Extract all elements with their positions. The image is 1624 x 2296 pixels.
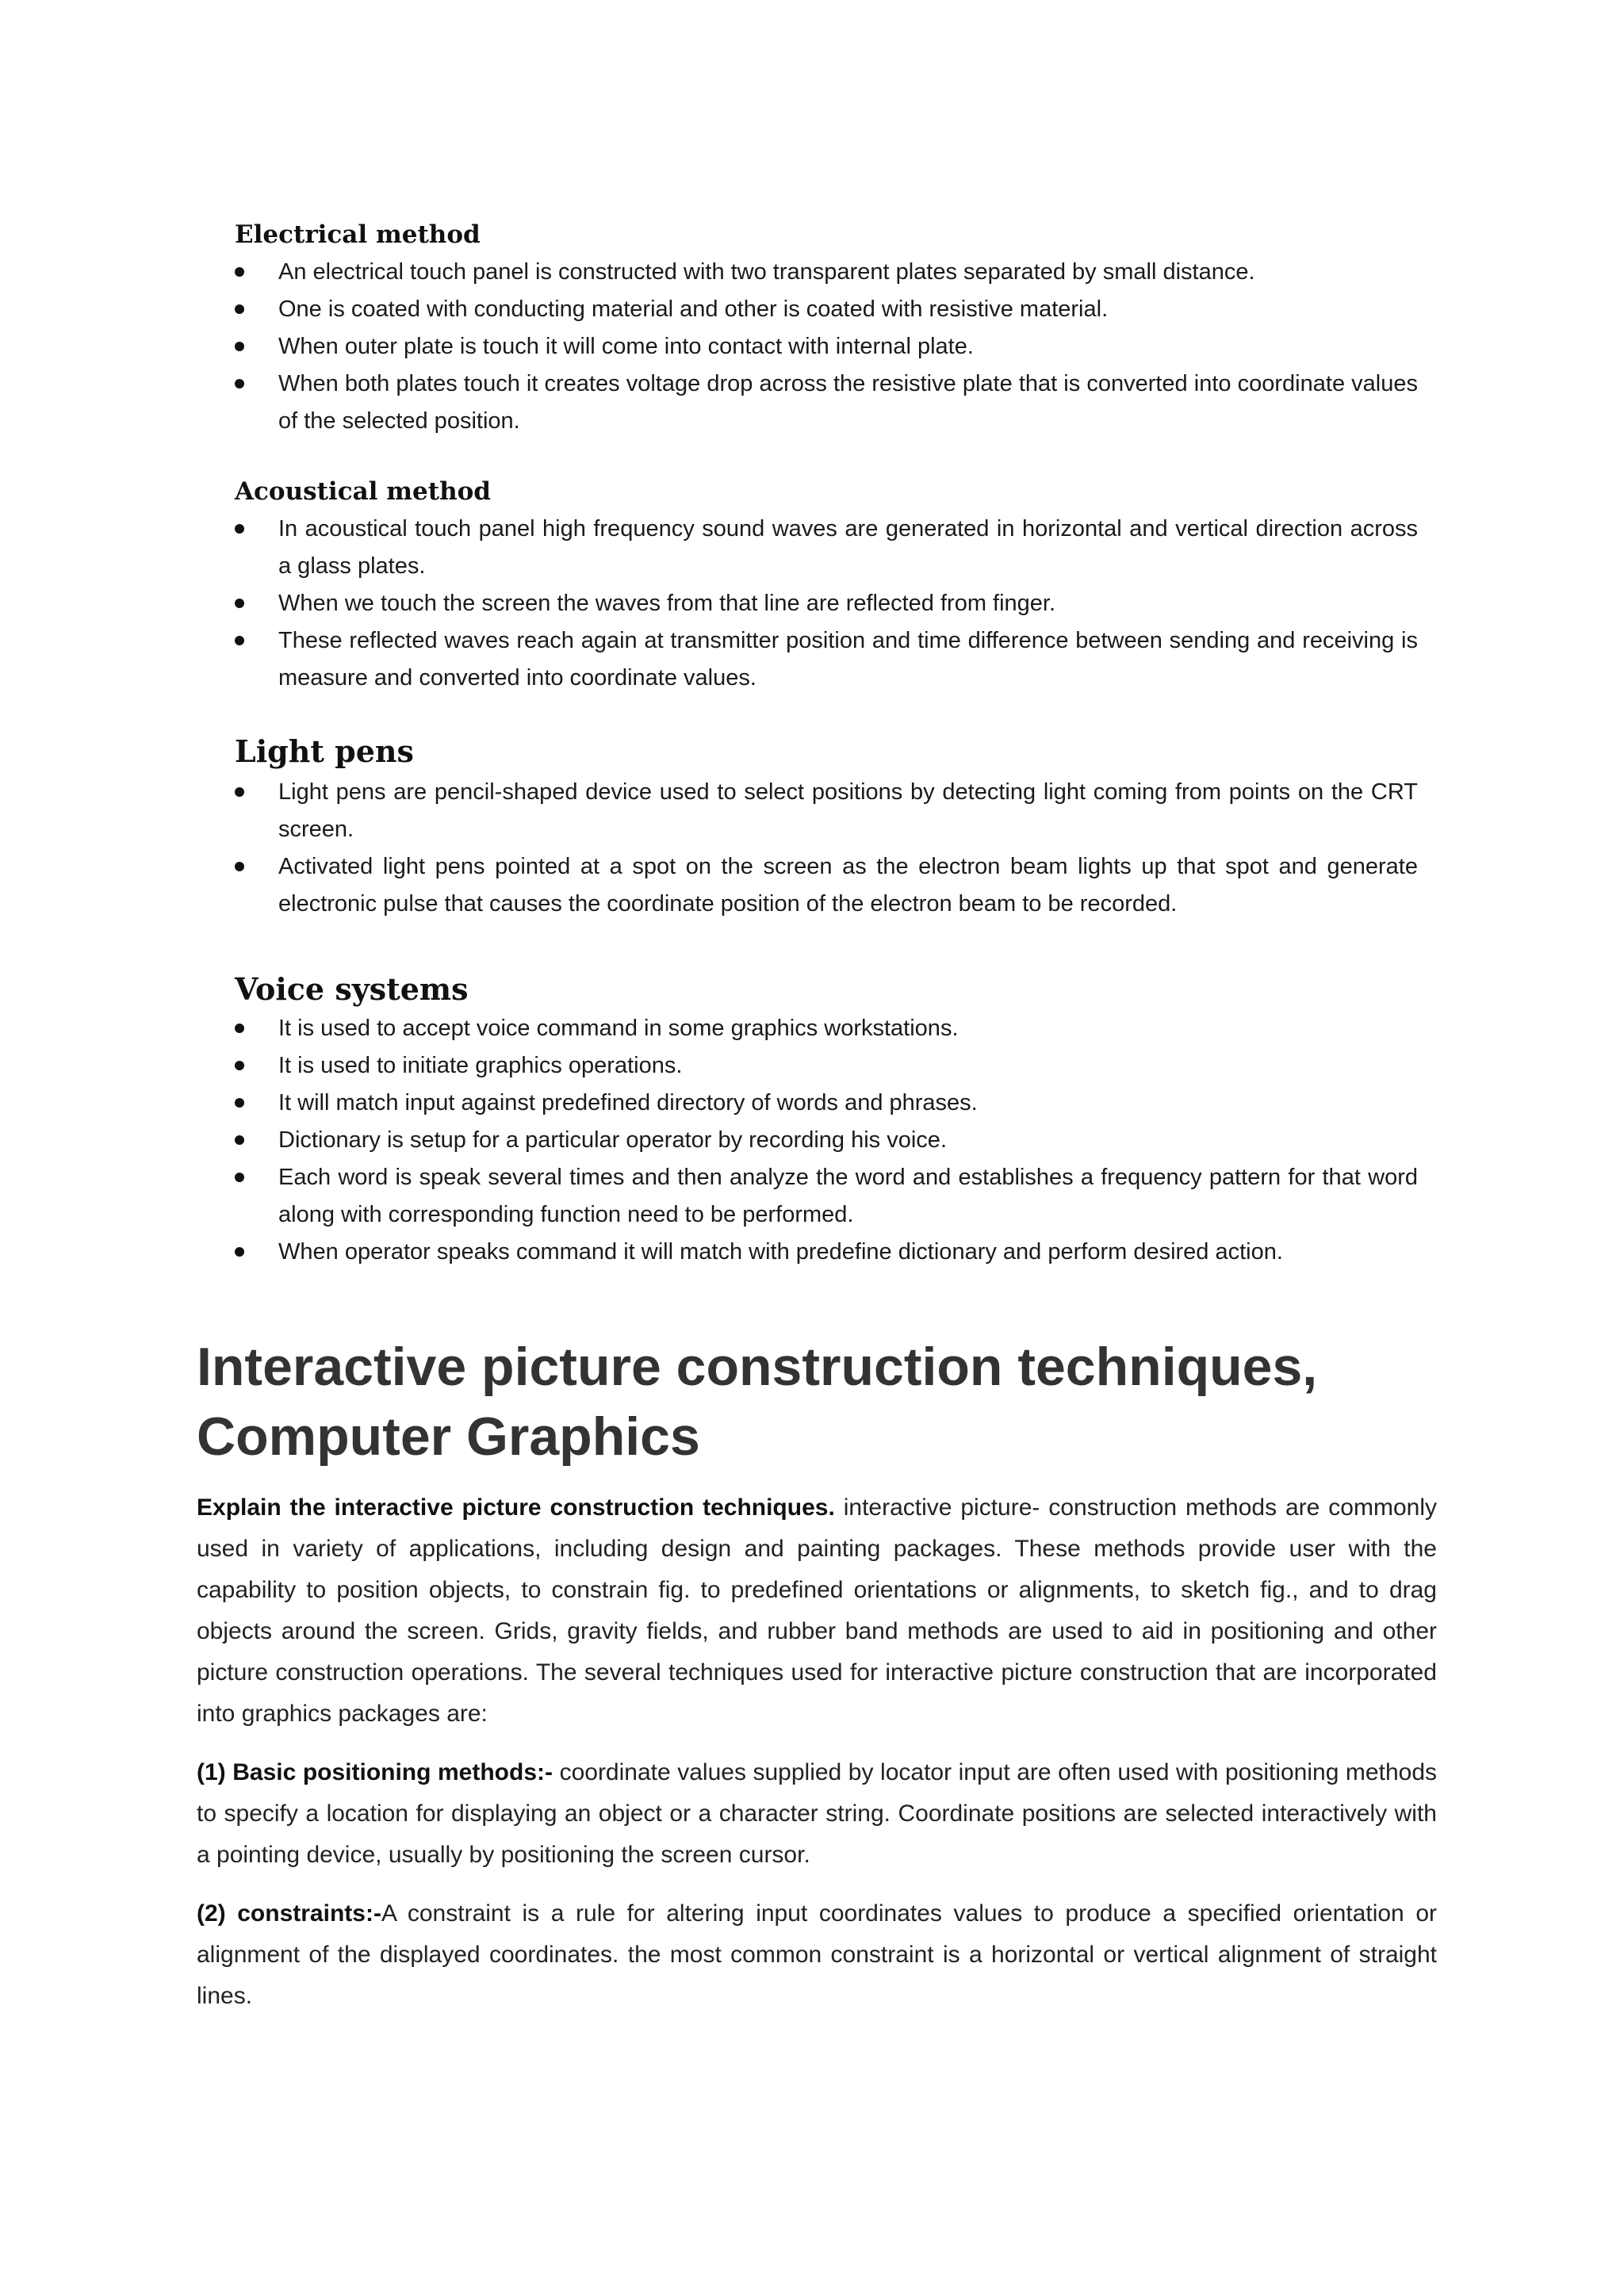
positioning-lead: (1) Basic positioning methods:-: [197, 1759, 553, 1785]
light-pens-list: [235, 774, 1418, 923]
list-item-text: When operator speaks command it will match with predefine dictionary and perform desired action.: [278, 1239, 1283, 1265]
bullet-icon: [235, 524, 244, 534]
acoustical-list: [235, 511, 1418, 697]
bullet-icon: [235, 1135, 244, 1145]
list-item: [235, 848, 1418, 923]
list-item: [235, 511, 1418, 585]
light-pens-heading: Light pens: [235, 733, 414, 769]
bullet-icon: [235, 862, 244, 871]
list-item: [235, 1047, 1418, 1085]
list-item-text: When both plates touch it creates voltage drop across the resistive plate that is converted into coordinate values of the selected position.: [278, 371, 1418, 434]
constraints-paragraph: [197, 1893, 1437, 2017]
list-item-text: When outer plate is touch it will come into contact with internal plate.: [278, 334, 974, 359]
intro-text: interactive picture- construction methods are commonly used in variety of applications, including design and painting packages. These methods provide user with the capability to position objects, to constrain fig. to predefined orientations or alignments, to sketch fig., and to drag objects around the screen. Grids, gravity fields, and rubber band methods are used to aid in positioning and other picture construction operations. The several techniques used for interactive picture construction that are incorporated into graphics packages are:: [197, 1494, 1437, 1727]
constraints-lead: (2) constraints:-: [197, 1900, 381, 1927]
voice-list: [235, 1010, 1418, 1271]
voice-section: [235, 970, 1418, 1271]
list-item: [235, 1010, 1418, 1047]
bullet-icon: [235, 1247, 244, 1257]
bullet-icon: [235, 379, 244, 388]
list-item-text: When we touch the screen the waves from that line are reflected from finger.: [278, 591, 1056, 616]
list-item-text: An electrical touch panel is constructed with two transparent plates separated by small distance.: [278, 259, 1255, 285]
bullet-icon: [235, 1098, 244, 1108]
list-item: [235, 622, 1418, 697]
list-item: [235, 1122, 1418, 1159]
voice-heading: Voice systems: [235, 971, 469, 1007]
bullet-icon: [235, 1024, 244, 1033]
bullet-icon: [235, 599, 244, 608]
list-item-text: Dictionary is setup for a particular operator by recording his voice.: [278, 1127, 947, 1153]
list-item: [235, 774, 1418, 848]
bullet-icon: [235, 304, 244, 314]
article-title: Interactive picture construction techniques, Computer Graphics: [197, 1337, 1318, 1467]
positioning-text: coordinate values supplied by locator input are often used with positioning methods to specify a location for displaying an object or a character string. Coordinate positions are selected interactively with a pointing device, usually by positioning the screen cursor.: [197, 1759, 1437, 1868]
list-item-text: It will match input against predefined directory of words and phrases.: [278, 1090, 978, 1115]
list-item: [235, 585, 1418, 622]
article: [197, 1332, 1437, 2017]
constraints-text: A constraint is a rule for altering input coordinates values to produce a specified orientation or alignment of the displayed coordinates. the most common constraint is a horizontal or vertical alignment of straight lines.: [197, 1900, 1437, 2009]
acoustical-heading: Acoustical method: [235, 477, 491, 506]
bullet-icon: [235, 787, 244, 797]
list-item: [235, 1159, 1418, 1234]
list-item-text: It is used to accept voice command in some graphics workstations.: [278, 1016, 959, 1041]
electrical-heading: Electrical method: [235, 220, 481, 249]
bullet-icon: [235, 267, 244, 277]
list-item: [235, 365, 1418, 440]
bullet-icon: [235, 342, 244, 351]
list-item: [235, 1234, 1418, 1271]
light-pens-section: [235, 733, 1418, 923]
bullet-icon: [235, 1173, 244, 1182]
list-item: [235, 254, 1418, 291]
intro-lead: Explain the interactive picture construction techniques.: [197, 1494, 835, 1521]
list-item: [235, 291, 1418, 328]
list-item-text: In acoustical touch panel high frequency sound waves are generated in horizontal and vertical direction across a glass plates.: [278, 516, 1418, 579]
list-item-text: These reflected waves reach again at transmitter position and time difference between sending and receiving is measure and converted into coordinate values.: [278, 628, 1418, 691]
positioning-paragraph: [197, 1752, 1437, 1876]
list-item: [235, 1085, 1418, 1122]
list-item-text: It is used to initiate graphics operations.: [278, 1053, 683, 1078]
electrical-section: [235, 219, 1418, 440]
electrical-list: [235, 254, 1418, 440]
bullet-icon: [235, 636, 244, 645]
acoustical-section: [235, 476, 1418, 697]
list-item: [235, 328, 1418, 365]
intro-paragraph: [197, 1487, 1437, 1735]
list-item-text: Light pens are pencil-shaped device used to select positions by detecting light coming from points on the CRT screen.: [278, 779, 1418, 842]
list-item-text: Each word is speak several times and then analyze the word and establishes a frequency pattern for that word along with corresponding function need to be performed.: [278, 1165, 1418, 1227]
list-item-text: Activated light pens pointed at a spot on the screen as the electron beam lights up that spot and generate electronic pulse that causes the coordinate position of the electron beam to be recorded.: [278, 854, 1418, 916]
list-item-text: One is coated with conducting material and other is coated with resistive material.: [278, 297, 1109, 322]
bullet-icon: [235, 1061, 244, 1070]
